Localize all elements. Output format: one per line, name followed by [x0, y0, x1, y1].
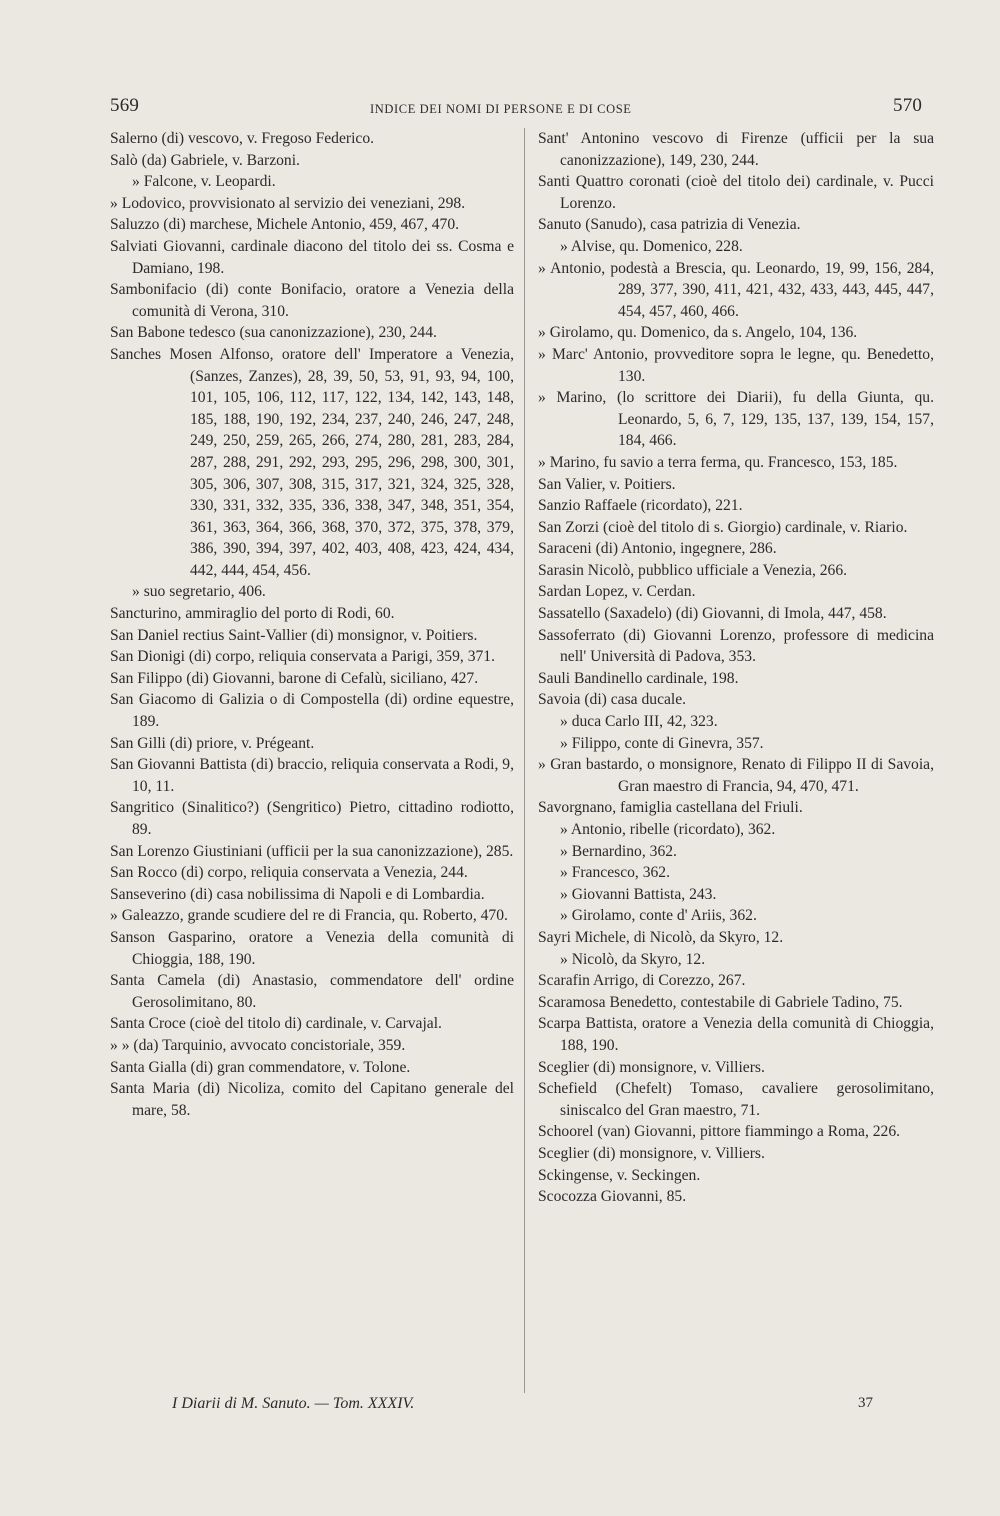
- index-entry: San Lorenzo Giustiniani (ufficii per la sua canonizzazione), 285.: [110, 842, 514, 860]
- index-entry: San Babone tedesco (sua canonizzazione), 230, 244.: [110, 324, 437, 342]
- index-entry: San Rocco (di) corpo, reliquia conservata a Venezia, 244.: [110, 864, 468, 882]
- page-number-right: 570: [893, 95, 923, 116]
- index-entry: Sayri Michele, di Nicolò, da Skyro, 12.: [538, 928, 784, 946]
- index-entry: » Alvise, qu. Domenico, 228.: [560, 237, 743, 255]
- index-entry: Savoia (di) casa ducale.: [538, 691, 687, 709]
- index-column-right: [538, 128, 934, 1208]
- index-entry: San Zorzi (cioè del titolo di s. Giorgio) cardinale, v. Riario.: [538, 518, 908, 536]
- index-entry: Salerno (di) vescovo, v. Fregoso Federico.: [110, 130, 375, 147]
- column-divider: [524, 128, 525, 1393]
- running-header-title: INDICE DEI NOMI DI PERSONE E DI COSE: [370, 102, 632, 116]
- index-entry: Sassoferrato (di) Giovanni Lorenzo, professore di medicina nell' Università di Padova, 353.: [538, 626, 934, 666]
- index-entry: San Giovanni Battista (di) braccio, reliquia conservata a Rodi, 9, 10, 11.: [110, 756, 514, 795]
- index-entry: » suo segretario, 406.: [132, 583, 266, 601]
- index-entry: San Gilli (di) priore, v. Prégeant.: [110, 734, 315, 752]
- index-entry: Saraceni (di) Antonio, ingegnere, 286.: [538, 540, 777, 558]
- index-entry: » Galeazzo, grande scudiere del re di Francia, qu. Roberto, 470.: [110, 907, 508, 925]
- index-entry: Schefield (Chefelt) Tomaso, cavaliere gerosolimitano, siniscalco del Gran maestro, 71.: [538, 1080, 934, 1119]
- index-entry: Salò (da) Gabriele, v. Barzoni.: [110, 151, 300, 169]
- index-entry: Sauli Bandinello cardinale, 198.: [538, 669, 739, 687]
- index-entry: Sassatello (Saxadelo) (di) Giovanni, di Imola, 447, 458.: [538, 605, 887, 623]
- index-entry: Sanzio Raffaele (ricordato), 221.: [538, 497, 743, 515]
- index-entry: » duca Carlo III, 42, 323.: [560, 713, 718, 731]
- index-entry: Sckingense, v. Seckingen.: [538, 1166, 701, 1184]
- index-entry: Santa Maria (di) Nicoliza, comito del Capitano generale del mare, 58.: [110, 1080, 514, 1119]
- index-entry: Sambonifacio (di) conte Bonifacio, oratore a Venezia della comunità di Verona, 310.: [110, 281, 514, 320]
- index-entry: » Lodovico, provvisionato al servizio dei veneziani, 298.: [110, 194, 466, 212]
- index-entry: » Filippo, conte di Ginevra, 357.: [560, 734, 764, 752]
- index-entry: » Girolamo, conte d' Ariis, 362.: [560, 907, 757, 925]
- index-entry: Savorgnano, famiglia castellana del Friuli.: [538, 799, 803, 817]
- index-entry: Sangritico (Sinalitico?) (Sengritico) Pietro, cittadino rodiotto, 89.: [110, 799, 514, 838]
- index-entry: » Giovanni Battista, 243.: [560, 885, 717, 903]
- index-entry: Sardan Lopez, v. Cerdan.: [538, 583, 696, 601]
- index-entry: Sceglier (di) monsignore, v. Villiers.: [538, 1058, 765, 1076]
- index-entry: Scarpa Battista, oratore a Venezia della comunità di Chioggia, 188, 190.: [538, 1015, 934, 1054]
- index-entry: San Valier, v. Poitiers.: [538, 475, 676, 493]
- index-entry: Santa Gialla (di) gran commendatore, v. Tolone.: [110, 1058, 411, 1076]
- index-entry: San Dionigi (di) corpo, reliquia conservata a Parigi, 359, 371.: [110, 648, 495, 666]
- index-entry: Sanson Gasparino, oratore a Venezia della comunità di Chioggia, 188, 190.: [110, 928, 514, 968]
- index-entry: » Marino, fu savio a terra ferma, qu. Francesco, 153, 185.: [538, 453, 898, 471]
- index-entry: » Gran bastardo, o monsignore, Renato di Filippo II di Savoia, Gran maestro di Francia, 94, 470, 471.: [538, 756, 934, 795]
- index-entry: San Daniel rectius Saint-Vallier (di) monsignor, v. Poitiers.: [110, 626, 478, 644]
- index-entry: San Giacomo di Galizia o di Compostella (di) ordine equestre, 189.: [110, 691, 514, 731]
- index-entry: » Falcone, v. Leopardi.: [132, 173, 276, 191]
- index-entry: » Francesco, 362.: [560, 864, 670, 882]
- index-entry: » Marc' Antonio, provveditore sopra le legne, qu. Benedetto, 130.: [538, 345, 934, 385]
- index-entry: » Antonio, podestà a Brescia, qu. Leonardo, 19, 99, 156, 284, 289, 377, 390, 411, 421, 432, 433, 443, 445, 447, 454, 457, 460, 466.: [538, 259, 934, 320]
- index-entry: » Marino, (lo scrittore dei Diarii), fu della Giunta, qu. Leonardo, 5, 6, 7, 129, 135, 137, 139, 154, 157, 184, 466.: [538, 389, 934, 450]
- index-entry: Sancturino, ammiraglio del porto di Rodi, 60.: [110, 605, 395, 623]
- index-entry: Salviati Giovanni, cardinale diacono del titolo dei ss. Cosma e Damiano, 198.: [110, 237, 514, 277]
- index-entry: Sant' Antonino vescovo di Firenze (ufficii per la sua canonizzazione), 149, 230, 244.: [538, 130, 934, 169]
- index-column-left: [110, 128, 514, 1121]
- index-entry: » Girolamo, qu. Domenico, da s. Angelo, 104, 136.: [538, 324, 858, 342]
- footer-book-title: I Diarii di M. Sanuto. — Tom. XXXIV.: [172, 1395, 415, 1412]
- index-entry: Sarasin Nicolò, pubblico ufficiale a Venezia, 266.: [538, 561, 848, 579]
- index-entry: » Bernardino, 362.: [560, 842, 677, 860]
- index-entry: » » (da) Tarquinio, avvocato concistoriale, 359.: [110, 1036, 406, 1054]
- index-entry: San Filippo (di) Giovanni, barone di Cefalù, siciliano, 427.: [110, 669, 479, 687]
- index-entry: Scocozza Giovanni, 85.: [538, 1188, 687, 1206]
- index-entry: Sceglier (di) monsignore, v. Villiers.: [538, 1144, 765, 1162]
- page-number-left: 569: [110, 95, 140, 116]
- index-entry: Schoorel (van) Giovanni, pittore fiammingo a Roma, 226.: [538, 1123, 901, 1141]
- index-entry: Sanuto (Sanudo), casa patrizia di Venezia.: [538, 216, 801, 234]
- index-entry: Saluzzo (di) marchese, Michele Antonio, 459, 467, 470.: [110, 216, 460, 234]
- index-entry: Sanches Mosen Alfonso, oratore dell' Imperatore a Venezia, (Sanzes, Zanzes), 28, 39, 50, 53, 91, 93, 94, 100, 101, 105, 106, 112, 117, 122, 134, 142, 143, 148, 185, 188, 190, 192, 234, 237, 240, 246, 247, 248, 249, 250, 259, 265, 266, 274, 280, 281, 283, 284, 287, 288, 291, 292, 293, 295, 296, 298, 300, 301, 305, 306, 307, 308, 315, 317, 321, 324, 325, 328, 330, 331, 332, 335, 336, 338, 347, 348, 351, 354, 361, 363, 364, 366, 368, 370, 372, 375, 378, 379, 386, 390, 394, 397, 402, 403, 408, 423, 424, 434, 442, 444, 454, 456.: [110, 345, 514, 579]
- index-entry: » Antonio, ribelle (ricordato), 362.: [560, 821, 776, 838]
- index-entry: Sanseverino (di) casa nobilissima di Napoli e di Lombardia.: [110, 885, 485, 903]
- index-entry: Scarafin Arrigo, di Corezzo, 267.: [538, 972, 746, 990]
- footer-signature-mark: 37: [858, 1395, 873, 1411]
- index-entry: Scaramosa Benedetto, contestabile di Gabriele Tadino, 75.: [538, 993, 903, 1011]
- index-entry: Santa Croce (cioè del titolo di) cardinale, v. Carvajal.: [110, 1015, 442, 1033]
- index-entry: Santa Camela (di) Anastasio, commendatore dell' ordine Gerosolimitano, 80.: [110, 972, 514, 1011]
- index-entry: Santi Quattro coronati (cioè del titolo dei) cardinale, v. Pucci Lorenzo.: [538, 173, 934, 212]
- index-entry: » Nicolò, da Skyro, 12.: [560, 950, 706, 968]
